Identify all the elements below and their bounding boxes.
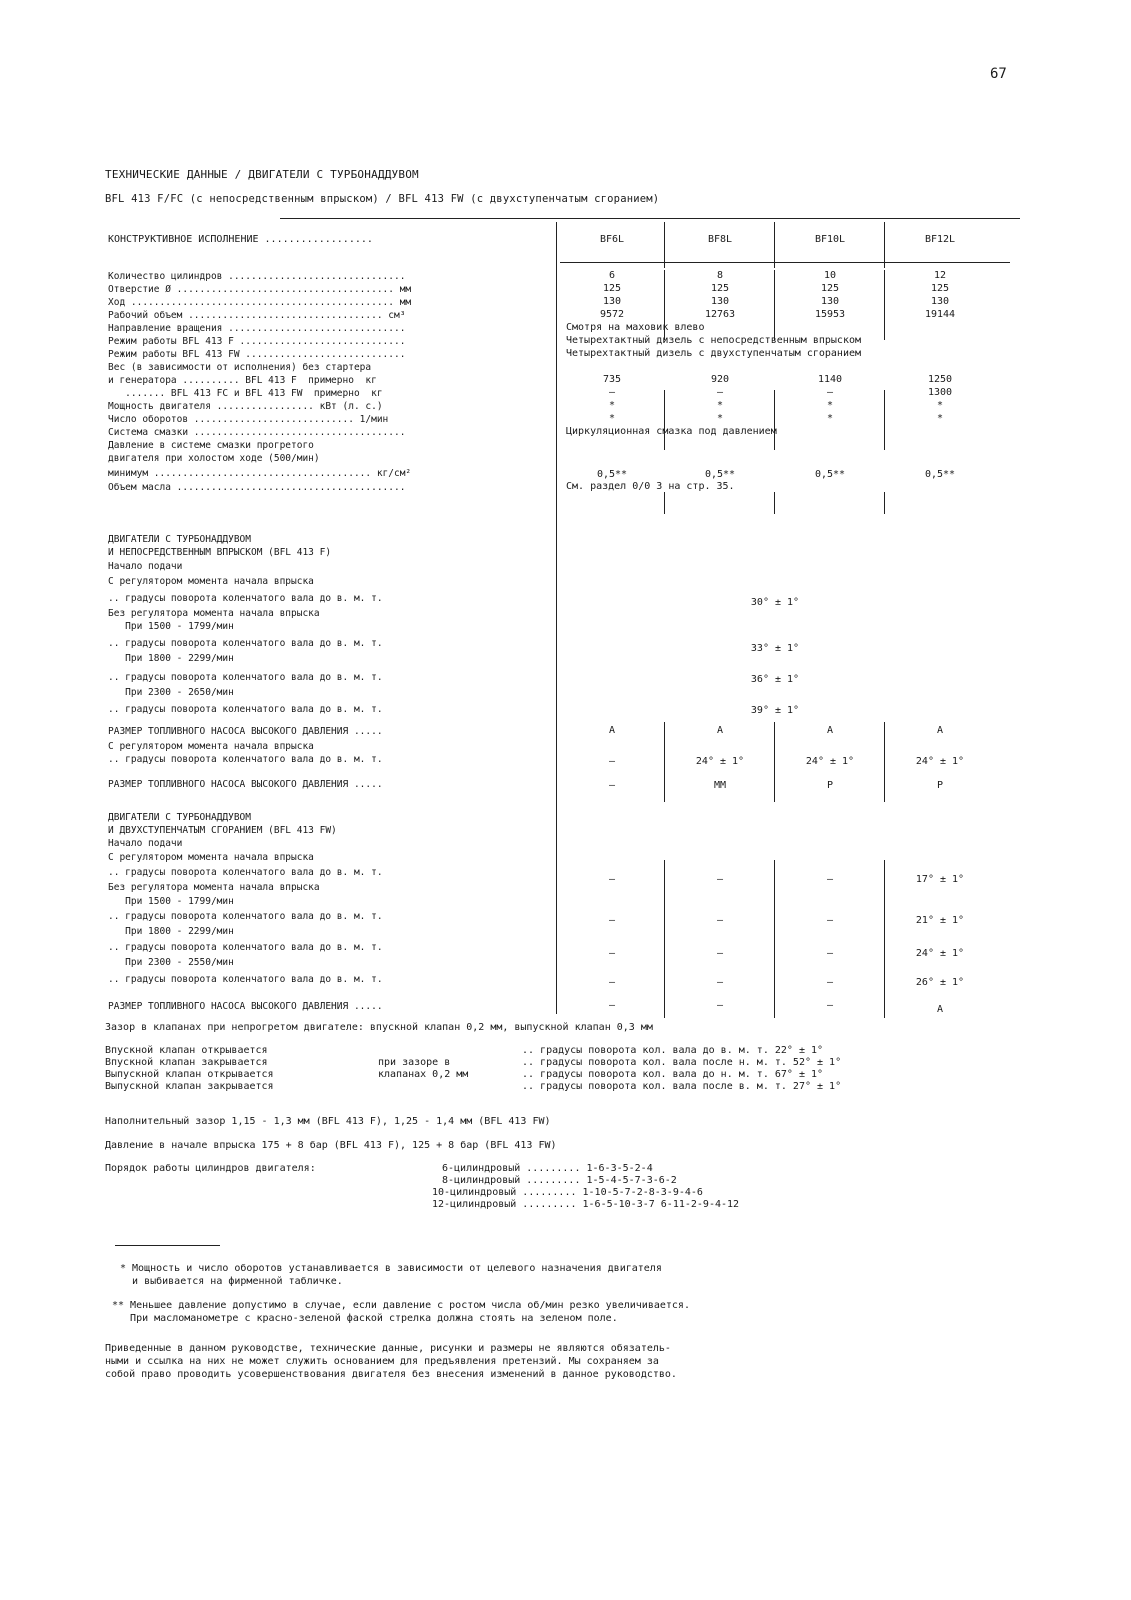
pump-size-value: — xyxy=(826,1000,834,1011)
regulator-value: 24° ± 1° xyxy=(915,756,965,767)
section-heading: И НЕПОСРЕДСТВЕННЫМ ВПРЫСКОМ (BFL 413 F) xyxy=(108,547,332,558)
spec-cell: 0,5** xyxy=(704,469,736,480)
firing-order-item: 12-цилиндровый ......... 1-6-5-10-3-7 6-11-2-9-4-12 xyxy=(432,1199,740,1210)
spec-row-span: Четырехтактный дизель с двухступенчатым сгоранием xyxy=(566,348,862,359)
col-line xyxy=(884,390,885,450)
table-top-rule xyxy=(280,218,1020,219)
pump-size-value: A xyxy=(716,725,724,736)
col-line xyxy=(884,722,885,802)
spec-cell: 12 xyxy=(933,270,947,281)
footnote-rule xyxy=(115,1245,220,1246)
spec-cell: 8 xyxy=(716,270,724,281)
col-line xyxy=(664,492,665,514)
spec-cell: * xyxy=(716,400,724,411)
spec-row-label: Мощность двигателя ................. кВт (л. с.) xyxy=(108,401,383,412)
section-f-line: При 1800 - 2299/мин xyxy=(108,653,234,664)
spec-cell: 19144 xyxy=(924,309,956,320)
fw-cell: — xyxy=(608,915,616,926)
valve-clearance: Зазор в клапанах при непрогретом двигателе: впускной клапан 0,2 мм, выпускной клапан 0,3 мм xyxy=(105,1022,653,1033)
section-fw-line: С регулятором момента начала впрыска xyxy=(108,852,314,863)
section-fw-line: Без регулятора момента начала впрыска xyxy=(108,882,320,893)
fw-cell: 26° ± 1° xyxy=(915,977,965,988)
spec-cell: * xyxy=(716,413,724,424)
section-f-line: Начало подачи xyxy=(108,561,183,572)
firing-order-item: 10-цилиндровый ......... 1-10-5-7-2-8-3-9-4-6 xyxy=(432,1187,703,1198)
firing-order-item: 6-цилиндровый ......... 1-6-3-5-2-4 xyxy=(442,1163,653,1174)
section-fw-line: .. градусы поворота коленчатого вала до в. м. т. xyxy=(108,942,383,953)
spec-row-label: Направление вращения ............................... xyxy=(108,323,406,334)
spec-cell: 735 xyxy=(602,374,622,385)
spec-cell: 920 xyxy=(710,374,730,385)
fw-cell: — xyxy=(826,948,834,959)
spec-cell: 1300 xyxy=(927,387,953,398)
spec-cell: 130 xyxy=(710,296,730,307)
pump-size-value: A xyxy=(936,725,944,736)
column-header: BF6L xyxy=(599,234,625,245)
col-line xyxy=(664,722,665,802)
valve-label: Выпускной клапан закрывается xyxy=(105,1081,274,1092)
spec-cell: 12763 xyxy=(704,309,736,320)
fw-cell: — xyxy=(608,874,616,885)
injection-angle: 30° ± 1° xyxy=(750,597,800,608)
col-line xyxy=(774,270,775,340)
fw-cell: — xyxy=(608,977,616,988)
section-heading: ДВИГАТЕЛИ С ТУРБОНАДДУВОМ xyxy=(108,534,251,545)
spec-row-label: Объем масла ........................................ xyxy=(108,482,406,493)
section-f-line: .. градусы поворота коленчатого вала до в. м. т. xyxy=(108,672,383,683)
pump-size-value: — xyxy=(608,780,616,791)
valve-label: Впускной клапан закрывается xyxy=(105,1057,268,1068)
section-fw-line: При 2300 - 2550/мин xyxy=(108,957,234,968)
regulator-value: 24° ± 1° xyxy=(695,756,745,767)
pump-size-value: — xyxy=(608,1000,616,1011)
pump-size-value: — xyxy=(716,1000,724,1011)
spec-cell: 10 xyxy=(823,270,837,281)
spec-row-label: Система смазки ..................................... xyxy=(108,427,406,438)
spec-cell: 125 xyxy=(710,283,730,294)
spec-cell: 0,5** xyxy=(814,469,846,480)
disclaimer: собой право проводить усовершенствования двигателя без внесения изменений в данное руководство. xyxy=(105,1369,677,1380)
regulator-label: С регулятором момента начала впрыска xyxy=(108,741,314,752)
spec-row-label: Отверстие Ø ...................................... мм xyxy=(108,284,412,295)
footnote: При масломанометре с красно-зеленой фаской стрелка должна стоять на зеленом поле. xyxy=(112,1313,618,1324)
section-f-line: С регулятором момента начала впрыска xyxy=(108,576,314,587)
section-fw-line: При 1800 - 2299/мин xyxy=(108,926,234,937)
pump-size-label: РАЗМЕР ТОПЛИВНОГО НАСОСА ВЫСОКОГО ДАВЛЕНИЯ ..... xyxy=(108,726,383,737)
pump-size-value: A xyxy=(826,725,834,736)
spec-cell: * xyxy=(826,400,834,411)
pump-size-label: РАЗМЕР ТОПЛИВНОГО НАСОСА ВЫСОКОГО ДАВЛЕНИЯ ..... xyxy=(108,779,383,790)
col-line xyxy=(774,860,775,1018)
disclaimer: ными и ссылка на них не может служить основанием для предъявления претензий. Мы сохраняем за xyxy=(105,1356,659,1367)
col-line xyxy=(774,390,775,450)
column-header: BF10L xyxy=(814,234,846,245)
spec-cell: * xyxy=(608,400,616,411)
regulator-value: — xyxy=(608,756,616,767)
spec-row-label: минимум ...................................... кг/см² xyxy=(108,468,412,479)
col-line xyxy=(884,860,885,1018)
pump-size-value: A xyxy=(608,725,616,736)
fw-cell: — xyxy=(716,948,724,959)
firing-order-item: 8-цилиндровый ......... 1-5-4-5-7-3-6-2 xyxy=(442,1175,677,1186)
fw-cell: — xyxy=(826,915,834,926)
spec-cell: 125 xyxy=(602,283,622,294)
injection-pressure: Давление в начале впрыска 175 + 8 бар (BFL 413 F), 125 + 8 бар (BFL 413 FW) xyxy=(105,1140,557,1151)
section-f-line: Без регулятора момента начала впрыска xyxy=(108,608,320,619)
injection-angle: 39° ± 1° xyxy=(750,705,800,716)
fw-cell: 17° ± 1° xyxy=(915,874,965,885)
valve-condition: клапанах 0,2 мм xyxy=(378,1069,469,1080)
regulator-value: 24° ± 1° xyxy=(805,756,855,767)
section-f-line: При 2300 - 2650/мин xyxy=(108,687,234,698)
fw-cell: — xyxy=(716,977,724,988)
spec-row-label: двигателя при холостом ходе (500/мин) xyxy=(108,453,320,464)
spec-row-span: Четырехтактный дизель с непосредственным впрыском xyxy=(566,335,862,346)
spec-cell: 0,5** xyxy=(596,469,628,480)
page-number: 67 xyxy=(990,66,1007,82)
section-fw-line: Начало подачи xyxy=(108,838,183,849)
footnote: * Мощность и число оборотов устанавливается в зависимости от целевого назначения двигателя xyxy=(120,1263,662,1274)
spec-cell: — xyxy=(608,387,616,398)
pump-size-label: РАЗМЕР ТОПЛИВНОГО НАСОСА ВЫСОКОГО ДАВЛЕНИЯ ..... xyxy=(108,1001,383,1012)
spec-row-label: Давление в системе смазки прогретого xyxy=(108,440,314,451)
regulator-label: .. градусы поворота коленчатого вала до в. м. т. xyxy=(108,754,383,765)
disclaimer: Приведенные в данном руководстве, технические данные, рисунки и размеры не являются обязатель- xyxy=(105,1343,671,1354)
spec-cell: 130 xyxy=(602,296,622,307)
injection-angle: 33° ± 1° xyxy=(750,643,800,654)
col-line xyxy=(884,492,885,514)
valve-label: Впускной клапан открывается xyxy=(105,1045,268,1056)
col-line xyxy=(774,492,775,514)
section-f-line: При 1500 - 1799/мин xyxy=(108,621,234,632)
spec-cell: * xyxy=(608,413,616,424)
valve-condition: при зазоре в xyxy=(378,1057,451,1068)
fw-cell: — xyxy=(608,948,616,959)
spec-cell: 0,5** xyxy=(924,469,956,480)
spec-cell: * xyxy=(826,413,834,424)
pump-size-value: Р xyxy=(826,780,834,791)
spec-row-span: См. раздел 0/0 3 на стр. 35. xyxy=(566,481,735,492)
valve-value: .. градусы поворота кол. вала после в. м. т. 27° ± 1° xyxy=(522,1081,842,1092)
column-header: BF12L xyxy=(924,234,956,245)
col-line xyxy=(664,860,665,1018)
spec-row-span: Циркуляционная смазка под давлением xyxy=(566,426,777,437)
spec-cell: — xyxy=(716,387,724,398)
spec-cell: 125 xyxy=(820,283,840,294)
section-fw-line: .. градусы поворота коленчатого вала до в. м. т. xyxy=(108,867,383,878)
col-line xyxy=(664,390,665,450)
table-header-rule xyxy=(560,262,1010,263)
spec-cell: — xyxy=(826,387,834,398)
spec-cell: 1140 xyxy=(817,374,843,385)
spec-cell: 130 xyxy=(820,296,840,307)
spec-row-label: Режим работы BFL 413 FW ............................ xyxy=(108,349,406,360)
valve-value: .. градусы поворота кол. вала до н. м. т. 67° ± 1° xyxy=(522,1069,824,1080)
col-line xyxy=(774,722,775,802)
footnote: и выбивается на фирменной табличке. xyxy=(120,1276,343,1287)
spec-row-span: Смотря на маховик влево xyxy=(566,322,705,333)
fw-cell: 24° ± 1° xyxy=(915,948,965,959)
table-divider-main xyxy=(556,222,557,1014)
fw-cell: — xyxy=(826,874,834,885)
fw-cell: — xyxy=(716,915,724,926)
footnote: ** Меньшее давление допустимо в случае, если давление с ростом числа об/мин резко увеличивается. xyxy=(112,1300,690,1311)
injection-angle: 36° ± 1° xyxy=(750,674,800,685)
fw-cell: 21° ± 1° xyxy=(915,915,965,926)
spec-row-label: Рабочий объем .................................. см³ xyxy=(108,310,406,321)
spec-cell: * xyxy=(936,413,944,424)
nozzle-gap: Наполнительный зазор 1,15 - 1,3 мм (BFL 413 F), 1,25 - 1,4 мм (BFL 413 FW) xyxy=(105,1116,551,1127)
valve-value: .. градусы поворота кол. вала до в. м. т. 22° ± 1° xyxy=(522,1045,824,1056)
section-fw-line: .. градусы поворота коленчатого вала до в. м. т. xyxy=(108,911,383,922)
fw-cell: — xyxy=(826,977,834,988)
table-header-label: КОНСТРУКТИВНОЕ ИСПОЛНЕНИЕ .................. xyxy=(108,234,373,245)
valve-value: .. градусы поворота кол. вала после н. м. т. 52° ± 1° xyxy=(522,1057,842,1068)
section-f-line: .. градусы поворота коленчатого вала до в. м. т. xyxy=(108,638,383,649)
pump-size-value: Р xyxy=(936,780,944,791)
spec-cell: 125 xyxy=(930,283,950,294)
section-f-line: .. градусы поворота коленчатого вала до в. м. т. xyxy=(108,593,383,604)
col-line xyxy=(884,270,885,340)
valve-label: Выпускной клапан открывается xyxy=(105,1069,274,1080)
pump-size-value: A xyxy=(936,1004,944,1015)
section-heading: ДВИГАТЕЛИ С ТУРБОНАДДУВОМ xyxy=(108,812,251,823)
firing-order-label: Порядок работы цилиндров двигателя: xyxy=(105,1163,316,1174)
spec-row-label: Количество цилиндров ............................... xyxy=(108,271,406,282)
page-subtitle: BFL 413 F/FC (с непосредственным впрыском) / BFL 413 FW (с двухступенчатым сгоранием) xyxy=(105,193,660,205)
page-title: ТЕХНИЧЕСКИЕ ДАННЫЕ / ДВИГАТЕЛИ С ТУРБОНАДДУВОМ xyxy=(105,168,419,181)
spec-cell: 15953 xyxy=(814,309,846,320)
spec-row-label: Ход .............................................. мм xyxy=(108,297,412,308)
spec-row-label: и генератора .......... BFL 413 F примерно кг xyxy=(108,375,377,386)
pump-size-value: ММ xyxy=(713,780,727,791)
spec-cell: 130 xyxy=(930,296,950,307)
column-header: BF8L xyxy=(707,234,733,245)
spec-row-label: Вес (в зависимости от исполнения) без стартера xyxy=(108,362,372,373)
spec-row-label: Режим работы BFL 413 F ............................. xyxy=(108,336,406,347)
spec-cell: * xyxy=(936,400,944,411)
section-fw-line: При 1500 - 1799/мин xyxy=(108,896,234,907)
spec-cell: 9572 xyxy=(599,309,625,320)
spec-row-label: ....... BFL 413 FC и BFL 413 FW примерно кг xyxy=(108,388,383,399)
spec-row-label: Число оборотов ............................ 1/мин xyxy=(108,414,389,425)
spec-cell: 1250 xyxy=(927,374,953,385)
section-f-line: .. градусы поворота коленчатого вала до в. м. т. xyxy=(108,704,383,715)
spec-cell: 6 xyxy=(608,270,616,281)
section-heading: И ДВУХСТУПЕНЧАТЫМ СГОРАНИЕМ (BFL 413 FW) xyxy=(108,825,337,836)
fw-cell: — xyxy=(716,874,724,885)
section-fw-line: .. градусы поворота коленчатого вала до в. м. т. xyxy=(108,974,383,985)
